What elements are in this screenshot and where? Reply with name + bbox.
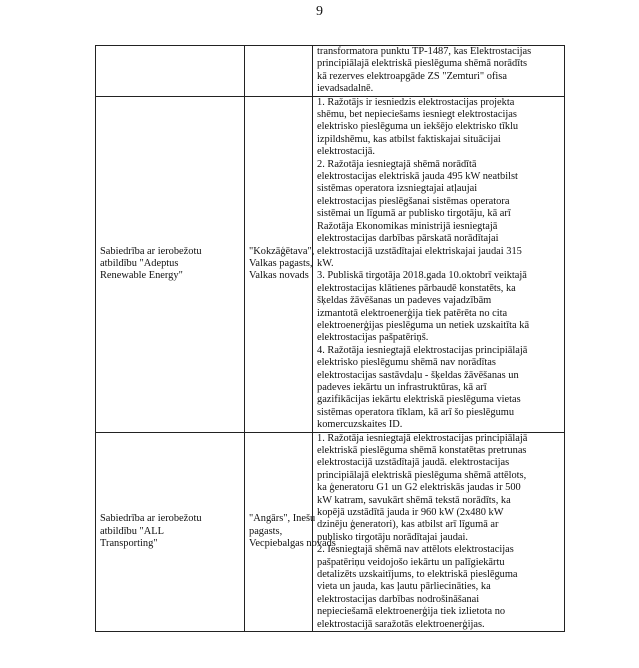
text-line: elektrostacijā uzstādītajai elektriskajai jaudai 315 [317,245,522,257]
text-line: Valkas novads [249,270,309,282]
text-line: detalizēts uzskaitījums, to elektriskā pieslēguma [317,569,518,581]
text-line: elektrostacijā uzstādītajā jaudā. elektrostacijas [317,457,510,469]
text-line: elektriskā pieslēguma shēmā konstatētas pretrunas [317,445,527,456]
document-table [95,45,565,632]
text-line: ka ģeneratoru G1 un G2 elektriskās jaudas ir 500 [317,482,521,494]
text-line: pašpatēriņu veidojošo iekārtu un palīgiekārtu [317,556,505,568]
text-line: padeves iekārtu un infrastruktūras, kā arī [317,381,487,393]
company-name-cell [96,46,245,97]
text-line: elektrostacijas pašpatēriņš. [317,332,429,344]
table-row [96,96,565,432]
company-name-cell [96,432,245,632]
text-line: elektrostacijas sastāvdaļu - šķeldas žāvēšanas un [317,369,519,381]
text-line: elektrostacijas pieslēgšanai sistēmas operatora [317,195,510,207]
text-line: kopējā uzstādītā jauda ir 960 kW (2x480 kW [317,507,504,519]
page-number: 9 [316,4,323,19]
text-line: 2. Ražotāja iesniegtajā shēmā norādītā [317,158,477,170]
text-line: Ražotāja Ekonomikas ministrijā iesniegtajā [317,220,498,232]
text-line: dzinēju ģeneratori), kas atbilst arī līgumā ar [317,519,499,531]
text-line: transformatora punktu TP-1487, kas Elektrostacijas [317,46,532,57]
text-line: 2. Iesniegtajā shēmā nav attēlots elektrostacijas [317,544,514,556]
text-line: elektrostacijas klātienes pārbaudē konstatēts, ka [317,282,516,294]
text-line: komercuzskaites ID. [317,419,403,431]
text-line: elektrostacijā saražotās elektroenerģijas. [317,618,485,630]
table-row [96,46,565,97]
text-line: kW katram, savukārt shēmā tekstā norādīts, ka [317,494,511,506]
text-line: 4. Ražotāja iesniegtajā elektrostacijas principiālajā [317,344,528,356]
text-line: sistēmai un līgumā ar publisko tirgotāju, kā arī [317,208,511,220]
findings-cell [313,96,565,432]
text-line: elektrostacijas darbības pārskatā norādītajai [317,233,499,245]
text-line: izmantotā elektroenerģija tiek patērēta no cita [317,307,508,319]
text-line: elektrostacijas darbības nodrošināšanai [317,593,480,605]
text-line: shēmu, bet nepieciešams iesniegt elektrostacijas [317,109,517,121]
text-line: gazifikācijas iekārtu elektriskā pieslēguma vietas [317,394,521,406]
text-line: Renewable Energy" [100,270,183,282]
text-line: sistēmas operatora tīklam, kā arī šo pieslēgumu [317,406,515,418]
text-line: elektroenerģijas pieslēguma un netiek uzskaitīta kā [317,319,530,331]
text-line: ievadsadalnē. [317,83,374,95]
text-line: Valkas pagasts, [249,257,313,269]
text-line: principiālajā elektriskā pieslēguma shēmā norādīts [317,58,528,70]
text-line: publisko tirgotāju norādītajai jaudai. [317,531,469,543]
text-line: nepieciešamā elektroenerģija tiek izlietota no [317,606,506,618]
location-cell [245,46,313,97]
findings-cell [313,432,565,632]
location-cell [245,432,336,632]
text-line: Sabiedrība ar ierobežotu [100,513,202,525]
text-line: "Kokzāģētava", [249,245,315,257]
text-line: vieta un jauda, kas ļautu pārliecināties, ka [317,581,491,593]
location-cell [245,96,313,432]
text-line: elektrisko pieslēguma un iekšējo elektrisko tīklu [317,121,519,133]
findings-cell [313,46,565,97]
text-line: elektrostacijā. [317,146,375,158]
text-line: 1. Ražotāja iesniegtajā elektrostacijas principiālajā [317,432,528,444]
text-line: 3. Publiskā tirgotāja 2018.gada 10.oktobrī veiktajā [317,270,527,282]
text-line: Sabiedrība ar ierobežotu [100,245,202,257]
text-line: 1. Ražotājs ir iesniedzis elektrostacijas projekta [317,96,515,108]
company-name-cell [96,96,245,432]
text-line: atbildību "ALL [100,525,164,537]
text-line: Transporting" [100,538,158,550]
text-line: principiālajā elektriskā pieslēguma shēmā attēlots, [317,469,527,481]
text-line: šķeldas žāvēšanas un padeves vajadzībām [317,295,492,307]
text-line: sistēmas operatora izsniegtajai atļaujai [317,183,478,195]
text-line: kW. [317,257,334,269]
text-line: izpildshēmu, kas atbilst faktiskajai situācijai [317,133,501,145]
text-line: Vecpiebalgas novads [249,538,336,550]
text-line: pagasts, [249,525,283,537]
text-line: elektrisko pieslēgumu shēmā nav norādītas [317,357,496,369]
text-line: kā rezerves elektroapgāde ZS "Zemturi" ofisa [317,70,507,82]
text-line: "Angārs", Inešu [249,513,316,525]
text-line: atbildību "Adeptus [100,257,179,269]
table-row [96,432,565,632]
text-line: elektrostacijas elektriskā jauda 495 kW neatbilst [317,171,518,183]
